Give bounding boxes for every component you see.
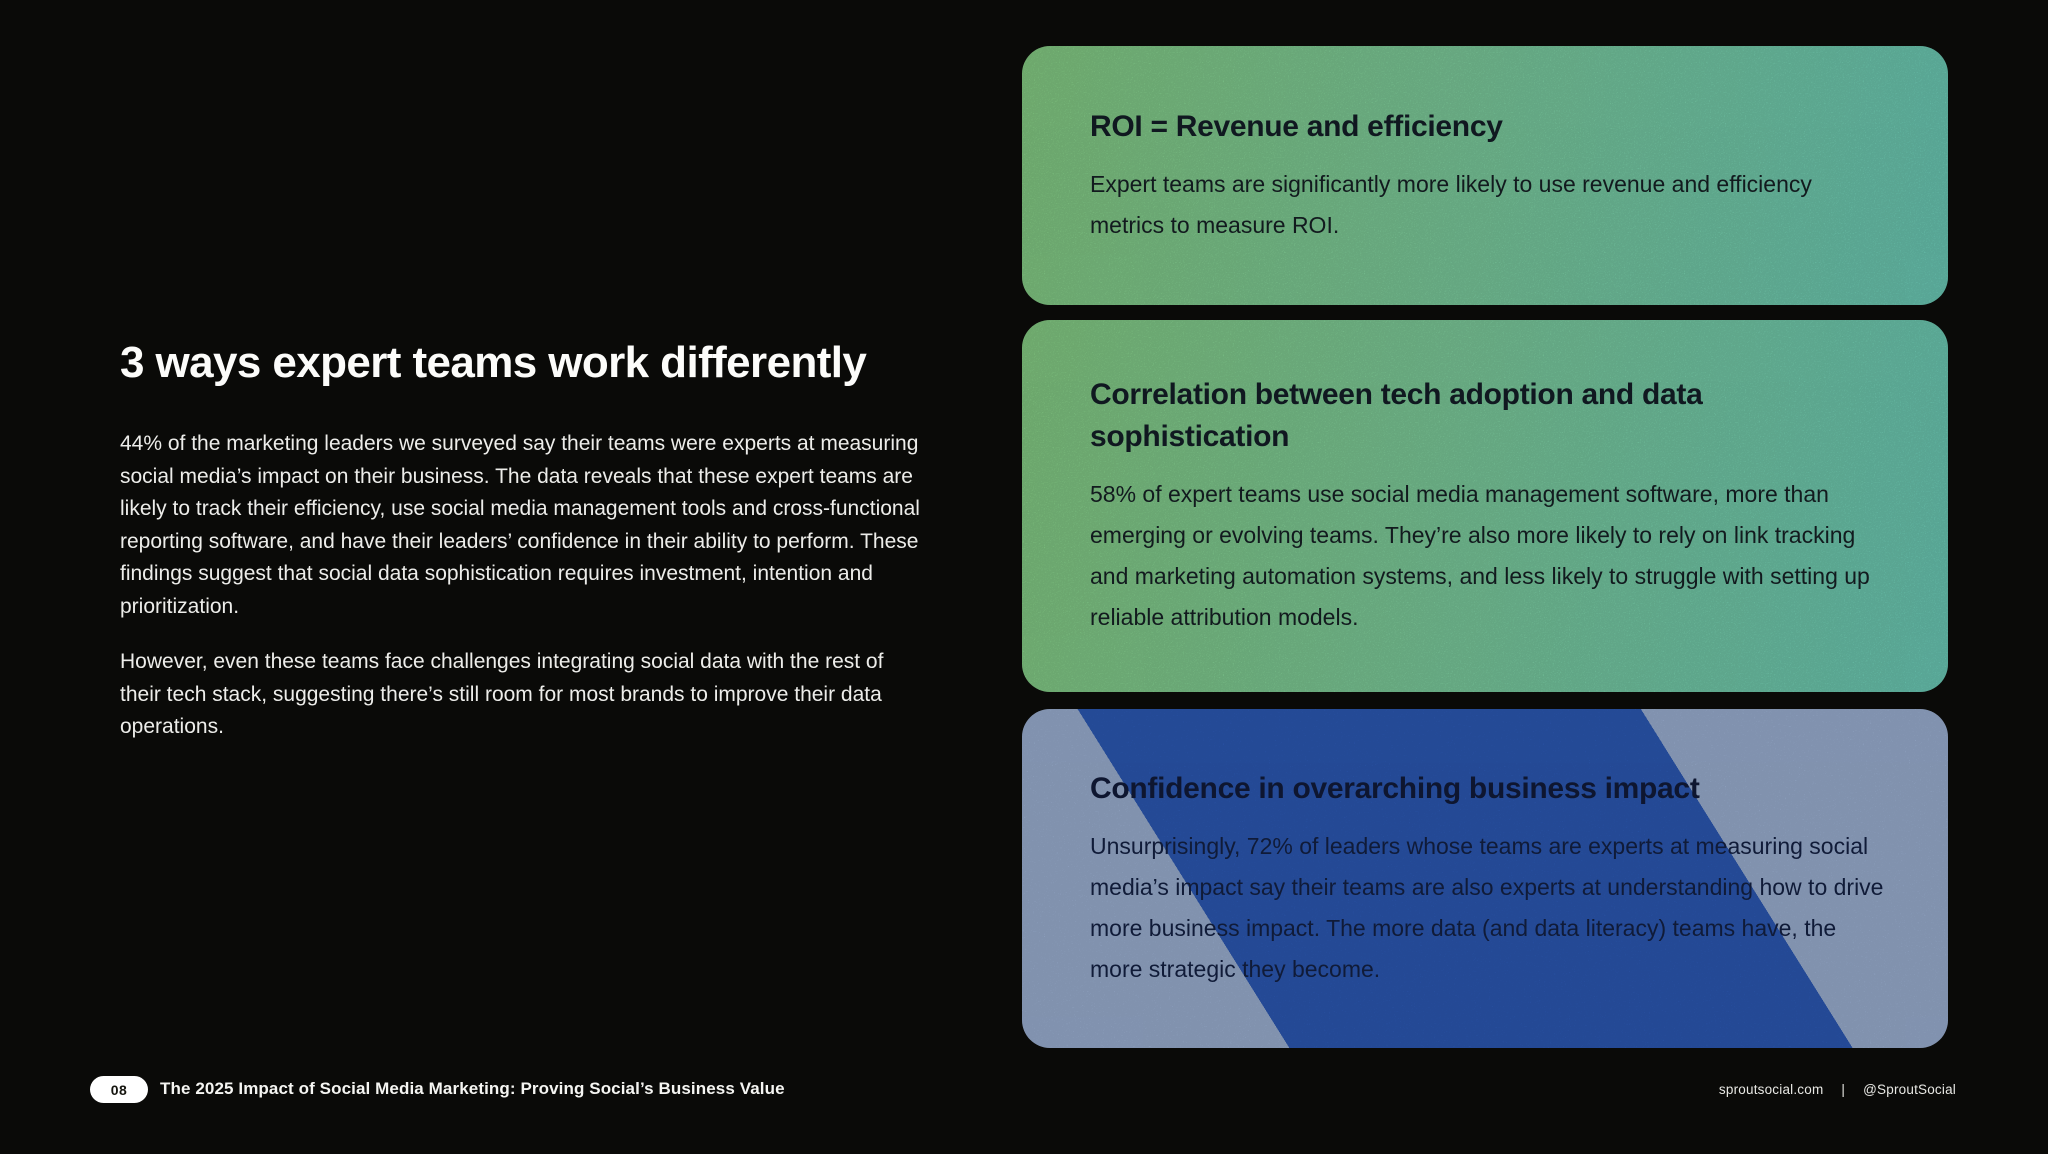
card-title: Confidence in overarching business impact	[1090, 771, 1700, 805]
footer-separator: |	[1841, 1082, 1846, 1097]
page-title: 3 ways expert teams work differently	[120, 338, 867, 387]
card-tech-adoption-correlation	[1022, 320, 1948, 692]
card-business-impact-confidence	[1022, 709, 1948, 1048]
footer-site-link[interactable]: sproutsocial.com	[1718, 1082, 1824, 1097]
intro-paragraph-1: 44% of the marketing leaders we surveyed say their teams were experts at measuring social media’s impact on their business. The data reveals that these expert teams are likely to track their efficiency, use social media management tools and cross-functional reporting software, and have their leaders’ confidence in their ability to perform. These findings suggest that social data sophistication requires investment, intention and prioritization.	[120, 432, 920, 618]
card-roi-revenue-efficiency	[1022, 46, 1948, 305]
card-body: 58% of expert teams use social media management software, more than emerging or evolving teams. They’re also more likely to rely on link tracking and marketing automation systems, and less likely to struggle with setting up reliable attribution models.	[1090, 481, 1870, 630]
page-footer	[0, 1072, 2048, 1112]
intro-paragraph-2: However, even these teams face challenges integrating social data with the rest of their tech stack, suggesting there’s still room for most brands to improve their data operations.	[120, 650, 884, 738]
intro-section	[120, 338, 920, 767]
footer-social-handle-link[interactable]: @SproutSocial	[1863, 1082, 1956, 1097]
card-body: Expert teams are significantly more likely to use revenue and efficiency metrics to measure ROI.	[1090, 170, 1812, 238]
highlight-cards	[1022, 46, 1948, 1048]
card-title: ROI = Revenue and efficiency	[1090, 109, 1503, 143]
card-title: Correlation between tech adoption and data sophistication	[1090, 378, 1703, 453]
footer-report-title: The 2025 Impact of Social Media Marketing: Proving Social’s Business Value	[160, 1079, 785, 1098]
footer-links	[1719, 1082, 1956, 1097]
page-number-badge: 08	[90, 1076, 148, 1103]
card-body: Unsurprisingly, 72% of leaders whose teams are experts at measuring social media’s impact say their teams are also experts at understanding how to drive more business impact. The more data (and data literacy) teams have, the more strategic they become.	[1090, 832, 1884, 982]
